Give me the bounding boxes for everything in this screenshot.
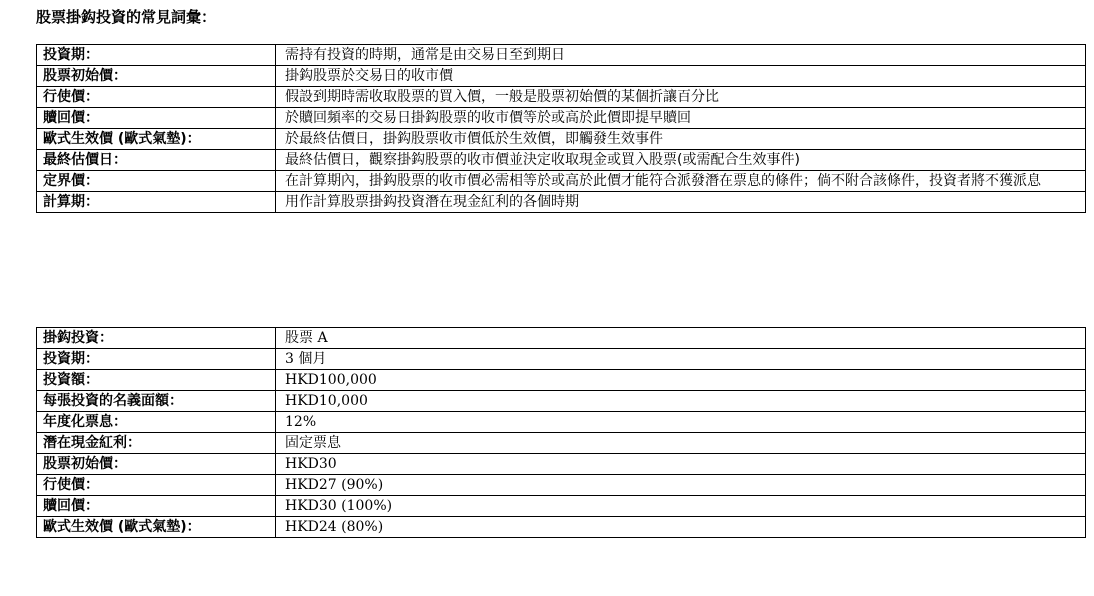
definition-cell: 於贖回頻率的交易日掛鈎股票的收市價等於或高於此價即提早贖回 — [276, 108, 1086, 129]
table-row — [37, 412, 1086, 433]
term-cell: 歐式生效價 (歐式氣墊)： — [37, 129, 276, 150]
term-cell: 股票初始價： — [37, 66, 276, 87]
term-cell: 掛鈎投資： — [37, 328, 276, 349]
definition-cell: 最終估價日，觀察掛鈎股票的收市價並決定收取現金或買入股票(或需配合生效事件) — [276, 150, 1086, 171]
definition-cell: 掛鈎股票於交易日的收市價 — [276, 66, 1086, 87]
table-row — [37, 87, 1086, 108]
definition-cell: 於最終估價日，掛鈎股票收市價低於生效價，即觸發生效事件 — [276, 129, 1086, 150]
glossary-table — [36, 44, 1086, 213]
table-row — [37, 129, 1086, 150]
table-row — [37, 475, 1086, 496]
term-cell: 最終估價日： — [37, 150, 276, 171]
table-row — [37, 433, 1086, 454]
term-cell: 股票初始價： — [37, 454, 276, 475]
term-cell: 計算期： — [37, 192, 276, 213]
table-row — [37, 66, 1086, 87]
term-cell: 定界價： — [37, 171, 276, 192]
term-cell: 投資額： — [37, 370, 276, 391]
table-row — [37, 328, 1086, 349]
term-cell: 行使價： — [37, 475, 276, 496]
table-row — [37, 192, 1086, 213]
value-cell: 股票 A — [276, 328, 1086, 349]
term-cell: 投資期： — [37, 45, 276, 66]
value-cell: HKD24 (80%) — [276, 517, 1086, 538]
table-row — [37, 349, 1086, 370]
value-cell: HKD30 (100%) — [276, 496, 1086, 517]
page-title: 股票掛鈎投資的常見詞彙： — [36, 8, 217, 26]
example-table — [36, 327, 1086, 538]
definition-cell: 假設到期時需收取股票的買入價，一般是股票初始價的某個折讓百分比 — [276, 87, 1086, 108]
table-row — [37, 45, 1086, 66]
value-cell: HKD100,000 — [276, 370, 1086, 391]
term-cell: 行使價： — [37, 87, 276, 108]
term-cell: 歐式生效價 (歐式氣墊)： — [37, 517, 276, 538]
table-row — [37, 454, 1086, 475]
term-cell: 年度化票息： — [37, 412, 276, 433]
value-cell: HKD27 (90%) — [276, 475, 1086, 496]
term-cell: 每張投資的名義面額： — [37, 391, 276, 412]
value-cell: HKD10,000 — [276, 391, 1086, 412]
table-row — [37, 496, 1086, 517]
value-cell: 12% — [276, 412, 1086, 433]
table-row — [37, 370, 1086, 391]
value-cell: 3 個月 — [276, 349, 1086, 370]
table-row — [37, 150, 1086, 171]
definition-cell: 需持有投資的時期，通常是由交易日至到期日 — [276, 45, 1086, 66]
value-cell: HKD30 — [276, 454, 1086, 475]
table-row — [37, 517, 1086, 538]
definition-cell: 在計算期內，掛鈎股票的收市價必需相等於或高於此價才能符合派發潛在票息的條件；倘不附合該條件，投資者將不獲派息 — [276, 171, 1086, 192]
term-cell: 潛在現金紅利： — [37, 433, 276, 454]
term-cell: 投資期： — [37, 349, 276, 370]
table-row — [37, 171, 1086, 192]
value-cell: 固定票息 — [276, 433, 1086, 454]
term-cell: 贖回價： — [37, 108, 276, 129]
term-cell: 贖回價： — [37, 496, 276, 517]
table-row — [37, 108, 1086, 129]
definition-cell: 用作計算股票掛鈎投資潛在現金紅利的各個時期 — [276, 192, 1086, 213]
table-row — [37, 391, 1086, 412]
